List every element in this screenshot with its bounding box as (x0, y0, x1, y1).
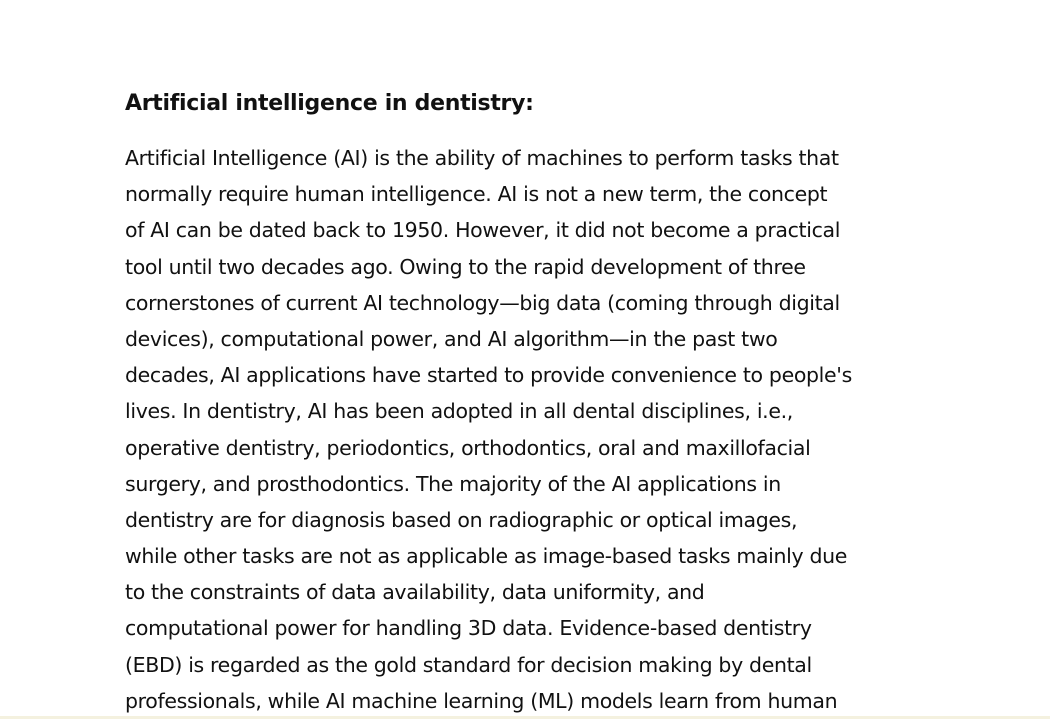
paragraph-line: computational power for handling 3D data. Evidence-based dentistry (125, 616, 812, 641)
paragraph-line: professionals, while AI machine learning (ML) models learn from human (125, 688, 838, 713)
paragraph-line: to the constraints of data availability, data uniformity, and (125, 580, 705, 605)
paragraph-line: normally require human intelligence. AI is not a new term, the concept (125, 182, 828, 207)
paragraph-line: Artificial Intelligence (AI) is the ability of machines to perform tasks that (125, 146, 839, 170)
paragraph-line: lives. In dentistry, AI has been adopted in all dental disciplines, i.e., (125, 399, 793, 424)
paragraph-line: tool until two decades ago. Owing to the rapid development of three (125, 254, 806, 279)
section-heading: Artificial intelligence in dentistry: (125, 91, 534, 116)
paragraph-line: (EBD) is regarded as the gold standard for decision making by dental (125, 652, 812, 677)
paragraph-line: cornerstones of current AI technology—big data (coming through digital (125, 290, 840, 315)
paragraph-line: decades, AI applications have started to provide convenience to people's (125, 363, 852, 388)
paragraph-line: operative dentistry, periodontics, orthodontics, oral and maxillofacial (125, 435, 811, 460)
paragraph-line: dentistry are for diagnosis based on radiographic or optical images, (125, 507, 798, 532)
paragraph-line: of AI can be dated back to 1950. However, it did not become a practical (125, 218, 841, 243)
paragraph-line: devices), computational power, and AI algorithm—in the past two (125, 326, 778, 351)
paragraph-line: while other tasks are not as applicable as image-based tasks mainly due (125, 544, 848, 569)
paragraph-line: surgery, and prosthodontics. The majority of the AI applications in (125, 471, 781, 496)
body-paragraph (125, 140, 852, 719)
